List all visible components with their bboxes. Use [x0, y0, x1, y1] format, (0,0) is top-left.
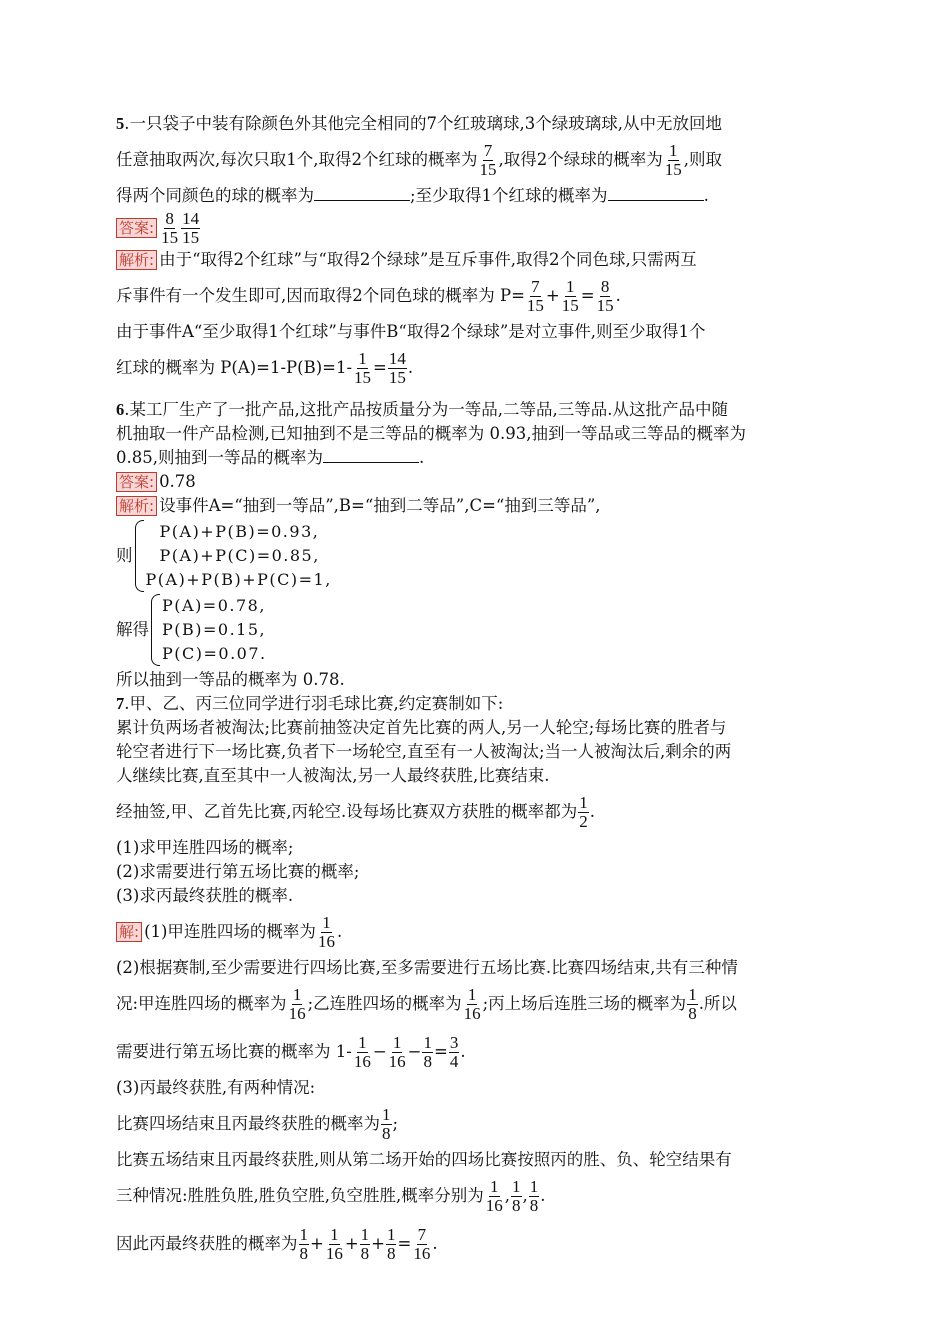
q5-text: .一只袋子中装有除颜色外其他完全相同的7个红玻璃球,3个绿玻璃球,从中无放回地 — [124, 114, 722, 133]
fraction: $\frac{1}{8}$ — [382, 1104, 391, 1143]
fraction: $\frac{1}{8}$ — [512, 1176, 521, 1215]
brace-icon — [151, 594, 160, 666]
analysis-tag: 解析: — [116, 496, 157, 516]
q5-analysis-line-4: 红球的概率为 P(A)=1-P(B)=1- $\frac{1}{15}$ = $\frac{14}{15}$ . — [116, 348, 414, 387]
q6-answer: 答案: 0.78 — [116, 470, 836, 494]
fraction: $\frac{1}{8}$ — [529, 1176, 539, 1215]
document-page — [116, 112, 836, 1268]
q7-solution-line-7: 比赛五场结束且丙最终获胜,则从第二场开始的四场比赛按照丙的胜、负、轮空结果有 — [116, 1150, 732, 1169]
fraction: $\frac{1}{8}$ — [299, 1224, 308, 1263]
q7-solution-line-9: 因此丙最终获胜的概率为 $\frac{1}{8}$ + $\frac{1}{16}$ + $\frac{1}{8}$ + $\frac{1}{8}$ = $\frac{7}{16}$ . — [116, 1224, 438, 1263]
fraction: $\frac{1}{16}$ — [325, 1224, 343, 1263]
fraction: $\frac{8}{15}$ — [161, 208, 179, 247]
q7-line-1: 7.甲、乙、丙三位同学进行羽毛球比赛,约定赛制如下: — [116, 694, 504, 713]
equation: P(A)+P(B)=0.93, — [159, 522, 320, 541]
q7-line-5: 经抽签,甲、乙首先比赛,丙轮空.设每场比赛双方获胜的概率都为 $\frac{1}{2}$ . — [116, 792, 595, 831]
equation-system-2: 解得 P(A)=0.78, P(B)=0.15, P(C)=0.07. — [116, 594, 836, 666]
equation: P(C)=0.07. — [162, 644, 267, 663]
fraction: $\frac{1}{16}$ — [463, 984, 481, 1023]
fraction: $\frac{1}{16}$ — [485, 1176, 503, 1215]
equation: P(B)=0.15, — [162, 620, 267, 639]
q5-number: 5 — [116, 114, 125, 133]
q7-solution-line-1: 解: (1)甲连胜四场的概率为 $\frac{1}{16}$ . — [116, 908, 836, 956]
answer-blank — [323, 446, 419, 463]
q7-solution-line-4: 需要进行第五场比赛的概率为 1- $\frac{1}{16}$ − $\frac{1}{16}$ − $\frac{1}{8}$ = $\frac{3}{4}$ . — [116, 1032, 466, 1071]
q6-line-2: 机抽取一件产品检测,已知抽到不是三等品的概率为 0.93,抽到一等品或三等品的概率为 — [116, 424, 746, 443]
fraction: $\frac{1}{15}$ — [354, 348, 372, 387]
q7-number: 7 — [116, 694, 125, 713]
q6-line-1: 6.某工厂生产了一批产品,这批产品按质量分为一等品,二等品,三等品.从这批产品中随 — [116, 400, 728, 419]
q7-part-3: (3)求丙最终获胜的概率. — [116, 886, 294, 905]
fraction: $\frac{1}{16}$ — [388, 1032, 406, 1071]
fraction: $\frac{7}{15}$ — [526, 276, 544, 315]
q5-text: 任意抽取两次,每次只取1个,取得2个红球的概率为 — [116, 150, 478, 169]
fraction: $\frac{1}{8}$ — [688, 984, 697, 1023]
fraction: $\frac{14}{15}$ — [388, 348, 406, 387]
fraction: $\frac{1}{15}$ — [664, 140, 682, 179]
q5-analysis-line-2: 斥事件有一个发生即可,因而取得2个同色球的概率为 P= $\frac{7}{15}$ + $\frac{1}{15}$ = $\frac{8}{15}$ . — [116, 276, 621, 315]
q5-text: ,取得2个绿球的概率为 — [498, 150, 663, 169]
q7-solution-line-8: 三种情况:胜胜负胜,胜负空胜,负空胜胜,概率分别为 $\frac{1}{16}$ , $\frac{1}{8}$ , $\frac{1}{8}$ . — [116, 1176, 546, 1215]
q5-analysis-line-3: 由于事件A“至少取得1个红球”与事件B“取得2个绿球”是对立事件,则至少取得1个 — [116, 322, 706, 341]
fraction: $\frac{1}{8}$ — [386, 1224, 396, 1263]
q5-answer — [116, 208, 836, 248]
q7-solution-line-6: 比赛四场结束且丙最终获胜的概率为 $\frac{1}{8}$ ; — [116, 1104, 399, 1143]
equation: P(A)+P(C)=0.85, — [159, 546, 320, 565]
q7-solution-line-2: (2)根据赛制,至少需要进行四场比赛,至多需要进行五场比赛.比赛四场结束,共有三种情 — [116, 958, 738, 977]
fraction: $\frac{7}{16}$ — [413, 1224, 431, 1263]
q7-solution-line-5: (3)丙最终获胜,有两种情况: — [116, 1078, 316, 1097]
q7-solution-line-3: 况:甲连胜四场的概率为 $\frac{1}{16}$ ;乙连胜四场的概率为 $\frac{1}{16}$ ;丙上场后连胜三场的概率为 $\frac{1}{8}$ .所以 — [116, 984, 737, 1023]
brace-icon — [135, 520, 144, 592]
q5-line-3: 得两个同颜色的球的概率为 ;至少取得1个红球的概率为 . — [116, 186, 709, 205]
q6-line-3: 0.85,则抽到一等品的概率为 . — [116, 448, 425, 467]
fraction: $\frac{1}{15}$ — [561, 276, 579, 315]
q7-part-2: (2)求需要进行第五场比赛的概率; — [116, 862, 360, 881]
q5-line-1 — [116, 112, 836, 136]
answer-tag: 答案: — [116, 472, 157, 492]
solution-tag: 解: — [116, 922, 142, 942]
q7-part-1: (1)求甲连胜四场的概率; — [116, 838, 294, 857]
q7-line-3: 轮空者进行下一场比赛,负者下一场轮空,直至有一人被淘汰;当一人被淘汰后,剩余的两 — [116, 742, 732, 761]
equation: P(A)+P(B)+P(C)=1, — [145, 570, 332, 589]
fraction: $\frac{7}{15}$ — [479, 140, 497, 179]
q6-conclusion: 所以抽到一等品的概率为 0.78. — [116, 670, 345, 689]
q5-analysis-line-1: 解析: 由于“取得2个红球”与“取得2个绿球”是互斥事件,取得2个同色球,只需两互 — [116, 248, 836, 272]
q6-analysis-line-1: 解析: 设事件A=“抽到一等品”,B=“抽到二等品”,C=“抽到三等品”, — [116, 494, 836, 518]
answer-blank — [608, 184, 704, 201]
fraction: $\frac{8}{15}$ — [596, 276, 614, 315]
answer-blank — [314, 184, 410, 201]
q7-line-4: 人继续比赛,直至其中一人被淘汰,另一人最终获胜,比赛结束. — [116, 766, 550, 785]
fraction: $\frac{1}{2}$ — [579, 792, 588, 831]
q6-number: 6 — [116, 400, 125, 419]
q7-line-2: 累计负两场者被淘汰;比赛前抽签决定首先比赛的两人,另一人轮空;每场比赛的胜者与 — [116, 718, 727, 737]
fraction: $\frac{1}{8}$ — [423, 1032, 432, 1071]
q5-line-2 — [116, 136, 836, 184]
fraction: $\frac{1}{16}$ — [317, 912, 335, 951]
fraction: $\frac{1}{16}$ — [353, 1032, 371, 1071]
fraction: $\frac{1}{16}$ — [288, 984, 306, 1023]
q5-text: ,则取 — [683, 150, 722, 169]
fraction: $\frac{3}{4}$ — [449, 1032, 459, 1071]
fraction: $\frac{14}{15}$ — [182, 208, 200, 247]
answer-tag: 答案: — [116, 218, 157, 238]
analysis-tag: 解析: — [116, 250, 157, 270]
equation: P(A)=0.78, — [162, 596, 266, 615]
fraction: $\frac{1}{8}$ — [360, 1224, 370, 1263]
equation-system-1: 则 P(A)+P(B)=0.93, P(A)+P(C)=0.85, P(A)+P(B)+P(C)=1, — [116, 520, 836, 592]
